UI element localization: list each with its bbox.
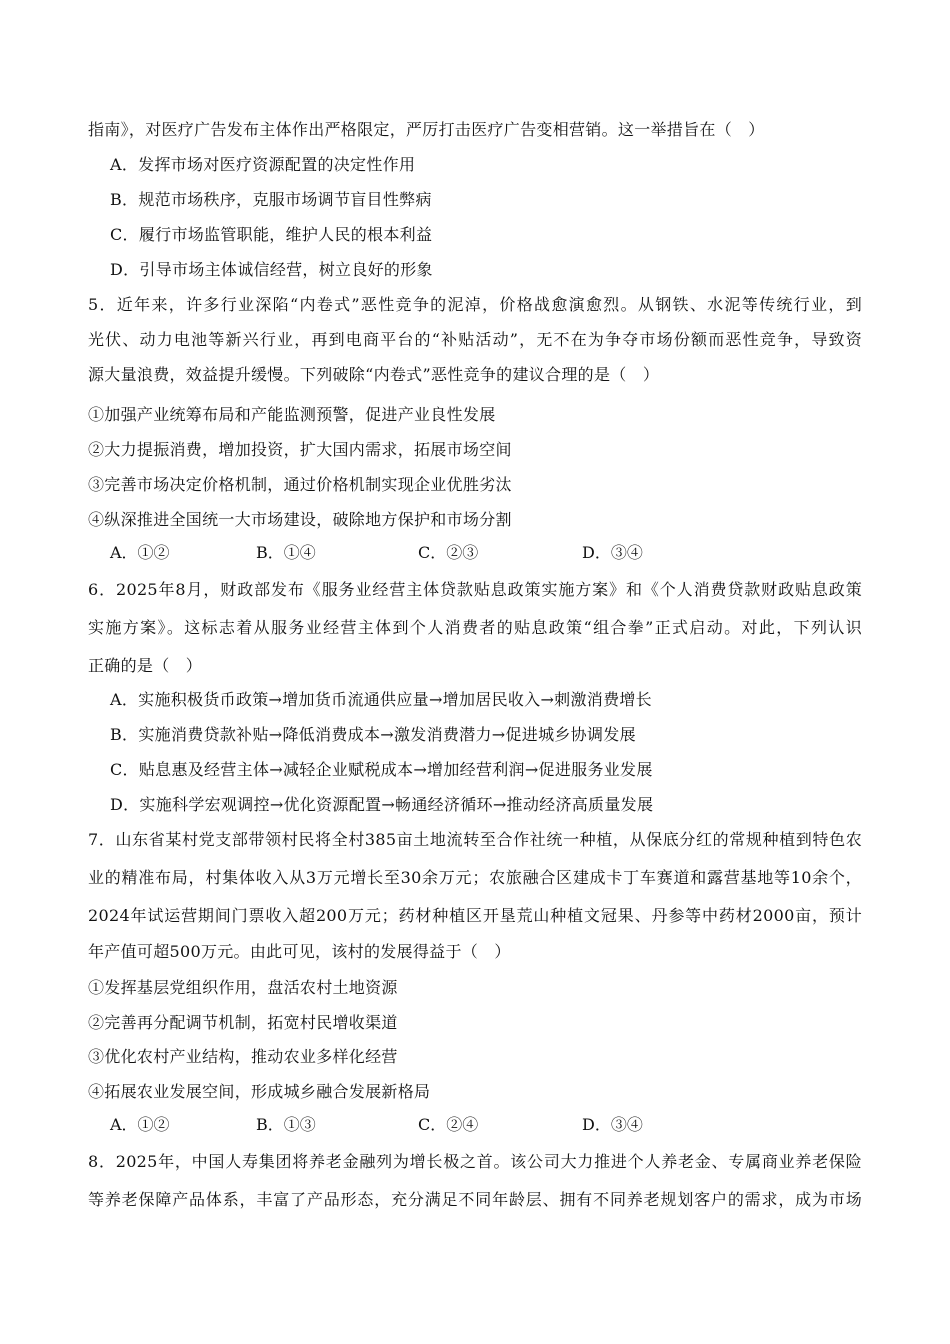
q6-option-b: B．实施消费贷款补贴→降低消费成本→激发消费潜力→促进城乡协调发展 bbox=[110, 725, 636, 744]
q5-choice-a: A．①② bbox=[110, 543, 170, 562]
q6-stem-line-2: 实施方案》。这标志着从服务业经营主体到个人消费者的贴息政策“组合拳”正式启动。对此，下列认识 bbox=[88, 618, 862, 637]
q7-choice-a: A．①② bbox=[110, 1115, 170, 1134]
q6-stem-line-1: 6．2025年8月，财政部发布《服务业经营主体贷款贴息政策实施方案》和《个人消费贷款财政贴息政策 bbox=[88, 580, 862, 599]
q5-statement-2: ②大力提振消费，增加投资，扩大国内需求，拓展市场空间 bbox=[88, 440, 512, 459]
q7-stem-line-2: 业的精准布局，村集体收入从3万元增长至30余万元；农旅融合区建成卡丁车赛道和露营基地等10余个， bbox=[88, 868, 862, 887]
q6-option-d: D．实施科学宏观调控→优化资源配置→畅通经济循环→推动经济高质量发展 bbox=[110, 795, 654, 814]
q5-choice-d: D．③④ bbox=[582, 543, 643, 562]
q7-choice-d: D．③④ bbox=[582, 1115, 643, 1134]
q7-choice-c: C．②④ bbox=[418, 1115, 479, 1134]
q5-choice-b: B．①④ bbox=[256, 543, 316, 562]
q5-statement-1: ①加强产业统筹布局和产能监测预警，促进产业良性发展 bbox=[88, 405, 496, 424]
q5-statement-3: ③完善市场决定价格机制，通过价格机制实现企业优胜劣汰 bbox=[88, 475, 512, 494]
q7-statement-3: ③优化农村产业结构，推动农业多样化经营 bbox=[88, 1047, 398, 1066]
q5-stem-line-1: 5．近年来，许多行业深陷“内卷式”恶性竞争的泥淖，价格战愈演愈烈。从钢铁、水泥等传统行业，到 bbox=[88, 295, 862, 314]
q4-option-d: D．引导市场主体诚信经营，树立良好的形象 bbox=[110, 260, 433, 279]
q8-stem-line-2: 等养老保障产品体系，丰富了产品形态，充分满足不同年龄层、拥有不同养老规划客户的需求，成为市场 bbox=[88, 1190, 862, 1209]
q4-option-a: A．发挥市场对医疗资源配置的决定性作用 bbox=[110, 155, 416, 174]
q7-stem-line-4: 年产值可超500万元。由此可见，该村的发展得益于（ ） bbox=[88, 942, 511, 961]
q7-statement-2: ②完善再分配调节机制，拓宽村民增收渠道 bbox=[88, 1013, 398, 1032]
q7-stem-line-3: 2024年试运营期间门票收入超200万元；药材种植区开垦荒山种植文冠果、丹参等中药材2000亩，预计 bbox=[88, 906, 862, 925]
q7-choices bbox=[110, 1115, 862, 1135]
q7-stem-line-1: 7．山东省某村党支部带领村民将全村385亩土地流转至合作社统一种植，从保底分红的常规种植到特色农 bbox=[88, 830, 862, 849]
q4-stem-tail: 指南》，对医疗广告发布主体作出严格限定，严厉打击医疗广告变相营销。这一举措旨在（ ） bbox=[88, 120, 765, 139]
q5-statement-4: ④纵深推进全国统一大市场建设，破除地方保护和市场分割 bbox=[88, 510, 512, 529]
q7-choice-b: B．①③ bbox=[256, 1115, 316, 1134]
q6-stem-line-3: 正确的是（ ） bbox=[88, 656, 203, 675]
q7-statement-1: ①发挥基层党组织作用，盘活农村土地资源 bbox=[88, 978, 398, 997]
q5-stem-line-2: 光伏、动力电池等新兴行业，再到电商平台的“补贴活动”，无不在为争夺市场份额而恶性竞争，导致资 bbox=[88, 330, 862, 349]
q4-option-b: B．规范市场秩序，克服市场调节盲目性弊病 bbox=[110, 190, 432, 209]
q6-option-a: A．实施积极货币政策→增加货币流通供应量→增加居民收入→刺激消费增长 bbox=[110, 690, 652, 709]
q7-statement-4: ④拓展农业发展空间，形成城乡融合发展新格局 bbox=[88, 1082, 431, 1101]
q6-option-c: C．贴息惠及经营主体→减轻企业赋税成本→增加经营利润→促进服务业发展 bbox=[110, 760, 653, 779]
q5-choices bbox=[110, 543, 862, 563]
q5-stem-line-3: 源大量浪费，效益提升缓慢。下列破除“内卷式”恶性竞争的建议合理的是（ ） bbox=[88, 365, 660, 384]
q5-choice-c: C．②③ bbox=[418, 543, 479, 562]
q8-stem-line-1: 8．2025年，中国人寿集团将养老金融列为增长极之首。该公司大力推进个人养老金、专属商业养老保险 bbox=[88, 1152, 862, 1171]
q4-option-c: C．履行市场监管职能，维护人民的根本利益 bbox=[110, 225, 433, 244]
